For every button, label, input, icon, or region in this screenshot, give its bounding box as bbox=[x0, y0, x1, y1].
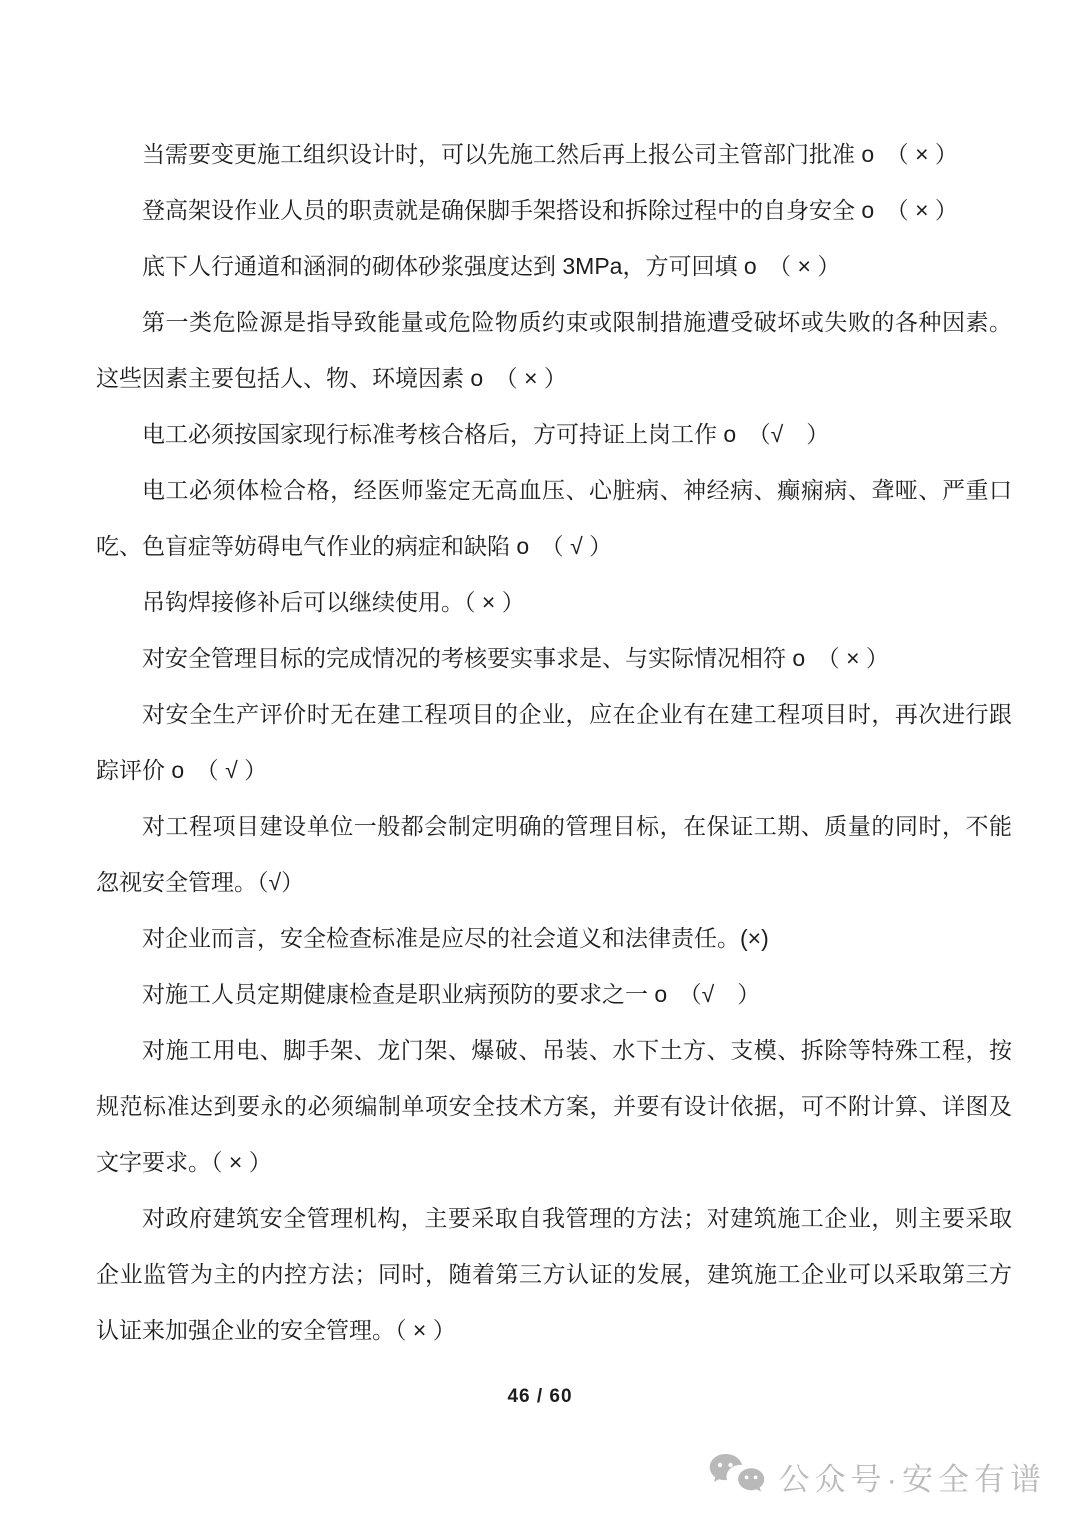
page-number: 46 / 60 bbox=[507, 1386, 573, 1407]
question-item: 电工必须体检合格，经医师鉴定无高血压、心脏病、神经病、癫痫病、聋哑、严重口吃、色盲症等妨碍电气作业的病症和缺陷 o （ √ ） bbox=[96, 477, 1012, 559]
footer-watermark bbox=[709, 1452, 1046, 1500]
question-item: 吊钩焊接修补后可以继续使用。（ × ） bbox=[142, 589, 525, 615]
question-item: 对工程项目建设单位一般都会制定明确的管理目标，在保证工期、质量的同时，不能忽视安全管理。（√） bbox=[96, 813, 1012, 895]
wechat-icon bbox=[709, 1452, 765, 1500]
question-item: 底下人行通道和涵洞的砌体砂浆强度达到 3MPa，方可回填 o （ × ） bbox=[142, 253, 841, 279]
question-item: 对安全管理目标的完成情况的考核要实事求是、与实际情况相符 o （ × ） bbox=[142, 645, 889, 671]
question-item: 对安全生产评价时无在建工程项目的企业，应在企业有在建工程项目时，再次进行跟踪评价 o （ √ ） bbox=[96, 701, 1012, 783]
question-list bbox=[96, 126, 1012, 1358]
question-item: 电工必须按国家现行标准考核合格后，方可持证上岗工作 o （√ ） bbox=[142, 421, 830, 447]
question-item: 对施工用电、脚手架、龙门架、爆破、吊装、水下土方、支模、拆除等特殊工程，按规范标准达到要永的必须编制单项安全技术方案，并要有设计依据，可不附计算、详图及文字要求。（ × ） bbox=[96, 1037, 1012, 1175]
question-item: 对政府建筑安全管理机构，主要采取自我管理的方法；对建筑施工企业，则主要采取企业监管为主的内控方法；同时，随着第三方认证的发展，建筑施工企业可以采取第三方认证来加强企业的安全管理。（ × ） bbox=[96, 1205, 1012, 1343]
watermark-text: 公众号·安全有谱 bbox=[778, 1461, 1046, 1497]
question-item: 当需要变更施工组织设计时，可以先施工然后再上报公司主管部门批准 o （ × ） bbox=[142, 141, 958, 167]
question-item: 登高架设作业人员的职责就是确保脚手架搭设和拆除过程中的自身安全 o （ × ） bbox=[142, 197, 958, 223]
question-item: 对施工人员定期健康检查是职业病预防的要求之一 o （√ ） bbox=[142, 981, 761, 1007]
question-item: 对企业而言，安全检查标准是应尽的社会道义和法律责任。(×) bbox=[142, 925, 769, 951]
question-item: 第一类危险源是指导致能量或危险物质约束或限制措施遭受破坏或失败的各种因素。这些因素主要包括人、物、环境因素 o （ × ） bbox=[96, 309, 1012, 391]
